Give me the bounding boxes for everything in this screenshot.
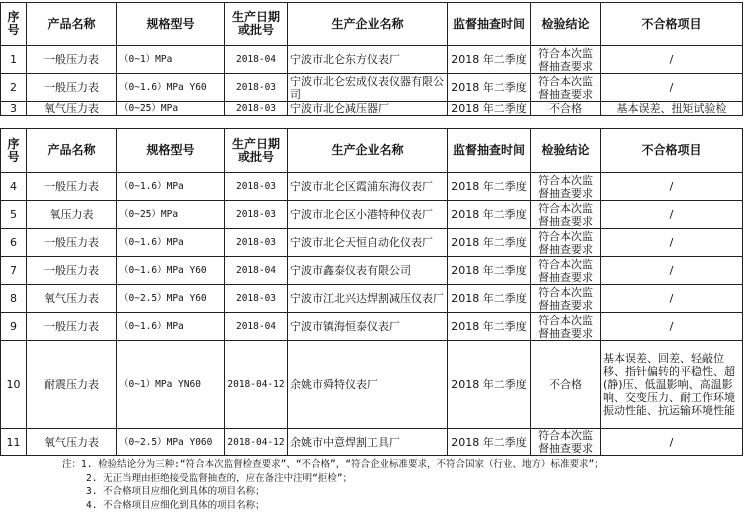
production-date: 2018-04 bbox=[225, 313, 288, 341]
production-date: 2018-03 bbox=[225, 102, 288, 116]
spec-model: （0~1.6）MPa Y60 bbox=[117, 257, 225, 285]
table-row bbox=[1, 429, 743, 456]
header-no: 序号 bbox=[1, 129, 27, 173]
product-name: 氧压力表 bbox=[27, 201, 117, 229]
header-product: 产品名称 bbox=[27, 3, 117, 46]
inspection-result: 符合本次监督抽查要求 bbox=[531, 429, 601, 456]
row-number: 1 bbox=[1, 46, 27, 74]
inspection-result: 符合本次监督抽查要求 bbox=[531, 74, 601, 102]
header-defect: 不合格项目 bbox=[601, 3, 743, 46]
row-number: 3 bbox=[1, 102, 27, 116]
inspection-result: 符合本次监督抽查要求 bbox=[531, 257, 601, 285]
inspection-time: 2018 年二季度 bbox=[448, 102, 531, 116]
row-number: 4 bbox=[1, 173, 27, 201]
header-spec: 规格型号 bbox=[117, 3, 225, 46]
defect-items: / bbox=[601, 313, 743, 341]
row-number: 8 bbox=[1, 285, 27, 313]
product-name: 一般压力表 bbox=[27, 46, 117, 74]
product-name: 氧气压力表 bbox=[27, 285, 117, 313]
inspection-result: 符合本次监督抽查要求 bbox=[531, 229, 601, 257]
company-name: 宁波市镇海恒泰仪表厂 bbox=[288, 313, 448, 341]
production-date: 2018-04 bbox=[225, 257, 288, 285]
spec-model: （0~1.6）MPa Y60 bbox=[117, 74, 225, 102]
inspection-time: 2018 年二季度 bbox=[448, 173, 531, 201]
company-name: 宁波市北仑区霞浦东海仪表厂 bbox=[288, 173, 448, 201]
production-date: 2018-03 bbox=[225, 74, 288, 102]
header-no: 序号 bbox=[1, 3, 27, 46]
defect-items: / bbox=[601, 285, 743, 313]
defect-items: / bbox=[601, 201, 743, 229]
inspection-time: 2018 年二季度 bbox=[448, 201, 531, 229]
footnotes bbox=[62, 458, 750, 512]
inspection-time: 2018 年二季度 bbox=[448, 46, 531, 74]
defect-items: 基本误差、回差、轻敲位移、指针偏转的平稳性、超(静)压、低温影响、高温影响、交变压力、耐工作环境振动性能、抗运输环境性能 bbox=[601, 341, 743, 429]
spec-model: （0~1.6）MPa bbox=[117, 173, 225, 201]
row-number: 6 bbox=[1, 229, 27, 257]
production-date: 2018-04 bbox=[225, 46, 288, 74]
defect-items: / bbox=[601, 74, 743, 102]
inspection-result: 符合本次监督抽查要求 bbox=[531, 46, 601, 74]
company-name: 宁波市北仑天恒自动化仪表厂 bbox=[288, 229, 448, 257]
table-row bbox=[1, 173, 743, 201]
note-1: 注：1. 检验结论分为三种:“符合本次监督检查要求”、“不合格”，“符合企业标准要求，不符合国家（行业、地方）标准要求”； bbox=[62, 459, 604, 470]
inspection-time: 2018 年二季度 bbox=[448, 229, 531, 257]
company-name: 宁波市北仑东方仪表厂 bbox=[288, 46, 448, 74]
production-date: 2018-03 bbox=[225, 285, 288, 313]
spec-model: （0~1.6）MPa bbox=[117, 229, 225, 257]
product-name: 氧气压力表 bbox=[27, 429, 117, 456]
inspection-time: 2018 年二季度 bbox=[448, 285, 531, 313]
spec-model: （0~1）MPa YN60 bbox=[117, 341, 225, 429]
inspection-result: 符合本次监督抽查要求 bbox=[531, 173, 601, 201]
inspection-result: 符合本次监督抽查要求 bbox=[531, 201, 601, 229]
spec-model: （0~2.5）MPa Y60 bbox=[117, 285, 225, 313]
header-result: 检验结论 bbox=[531, 3, 601, 46]
company-name: 余姚市舜特仪表厂 bbox=[288, 341, 448, 429]
company-name: 宁波市北仑宏成仪表仪器有限公司 bbox=[288, 74, 448, 102]
defect-items: / bbox=[601, 173, 743, 201]
production-date: 2018-03 bbox=[225, 229, 288, 257]
product-name: 一般压力表 bbox=[27, 74, 117, 102]
inspection-time: 2018 年二季度 bbox=[448, 341, 531, 429]
header-row bbox=[1, 129, 743, 173]
company-name: 宁波市鑫泰仪表有限公司 bbox=[288, 257, 448, 285]
company-name: 余姚市中意焊割工具厂 bbox=[288, 429, 448, 456]
inspection-time: 2018 年二季度 bbox=[448, 257, 531, 285]
defect-items: / bbox=[601, 229, 743, 257]
header-time: 监督抽查时间 bbox=[448, 129, 531, 173]
header-product: 产品名称 bbox=[27, 129, 117, 173]
table-row bbox=[1, 341, 743, 429]
table-row bbox=[1, 74, 743, 102]
production-date: 2018-04-12 bbox=[225, 429, 288, 456]
header-date: 生产日期或批号 bbox=[225, 129, 288, 173]
spec-model: （0~1）MPa bbox=[117, 46, 225, 74]
table-row bbox=[1, 257, 743, 285]
row-number: 7 bbox=[1, 257, 27, 285]
table-row bbox=[1, 46, 743, 74]
inspection-table-2 bbox=[0, 128, 743, 456]
product-name: 一般压力表 bbox=[27, 313, 117, 341]
header-result: 检验结论 bbox=[531, 129, 601, 173]
header-spec: 规格型号 bbox=[117, 129, 225, 173]
note-3: 3. 不合格项目应细化到具体的项目名称； bbox=[86, 486, 265, 497]
note-2: 2. 无正当理由拒绝接受监督抽查的，应在备注中注明“拒检”； bbox=[86, 472, 353, 484]
product-name: 一般压力表 bbox=[27, 229, 117, 257]
spec-model: （0~1.6）MPa bbox=[117, 313, 225, 341]
production-date: 2018-03 bbox=[225, 173, 288, 201]
inspection-table-1 bbox=[0, 2, 743, 116]
table-row bbox=[1, 229, 743, 257]
defect-items: 基本误差、扭矩试验检 bbox=[601, 102, 743, 116]
inspection-result: 不合格 bbox=[531, 102, 601, 116]
defect-items: / bbox=[601, 257, 743, 285]
company-name: 宁波市江北兴达焊割减压仪表厂 bbox=[288, 285, 448, 313]
row-number: 2 bbox=[1, 74, 27, 102]
header-row bbox=[1, 3, 743, 46]
production-date: 2018-03 bbox=[225, 201, 288, 229]
header-company: 生产企业名称 bbox=[288, 3, 448, 46]
header-date: 生产日期或批号 bbox=[225, 3, 288, 46]
spec-model: （0~2.5）MPa Y060 bbox=[117, 429, 225, 456]
product-name: 一般压力表 bbox=[27, 173, 117, 201]
header-time: 监督抽查时间 bbox=[448, 3, 531, 46]
production-date: 2018-04-12 bbox=[225, 341, 288, 429]
inspection-result: 符合本次监督抽查要求 bbox=[531, 313, 601, 341]
defect-items: / bbox=[601, 429, 743, 456]
table-row bbox=[1, 102, 743, 116]
header-company: 生产企业名称 bbox=[288, 129, 448, 173]
inspection-time: 2018 年二季度 bbox=[448, 313, 531, 341]
row-number: 11 bbox=[1, 429, 27, 456]
company-name: 宁波市北仑区小港特种仪表厂 bbox=[288, 201, 448, 229]
product-name: 耐震压力表 bbox=[27, 341, 117, 429]
spec-model: （0~25）MPa bbox=[117, 102, 225, 116]
row-number: 5 bbox=[1, 201, 27, 229]
row-number: 9 bbox=[1, 313, 27, 341]
spec-model: （0~25）MPa bbox=[117, 201, 225, 229]
table-row bbox=[1, 285, 743, 313]
note-4: 4. 不合格项目应细化到具体的项目名称； bbox=[86, 499, 265, 511]
row-number: 10 bbox=[1, 341, 27, 429]
inspection-time: 2018 年二季度 bbox=[448, 429, 531, 456]
product-name: 一般压力表 bbox=[27, 257, 117, 285]
inspection-result: 符合本次监督抽查要求 bbox=[531, 285, 601, 313]
table-row bbox=[1, 313, 743, 341]
company-name: 宁波市北仑减压器厂 bbox=[288, 102, 448, 116]
table-row bbox=[1, 201, 743, 229]
inspection-result: 不合格 bbox=[531, 341, 601, 429]
inspection-time: 2018 年二季度 bbox=[448, 74, 531, 102]
defect-items: / bbox=[601, 46, 743, 74]
header-defect: 不合格项目 bbox=[601, 129, 743, 173]
product-name: 氧气压力表 bbox=[27, 102, 117, 116]
